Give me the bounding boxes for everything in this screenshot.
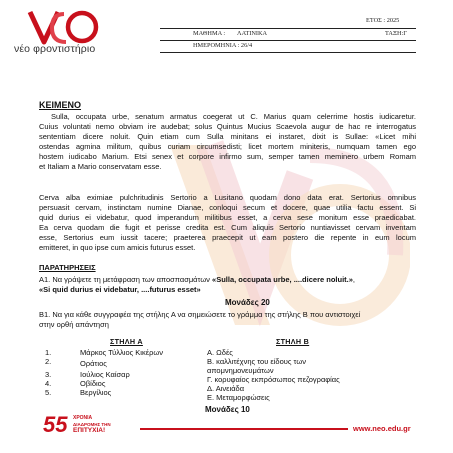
paragraph-2-line: Cerva alba eximiae pulchritudinis Sertorio a Lusitano quodam dono data erat. Sertorius omnibus (39, 193, 416, 202)
paragraph-2-line: esse, Sertorius eum iussit tacere; praeterea praecepit ut eam postero die repente in eum locum (39, 233, 416, 242)
text-title: ΚΕΙΜΕΝΟ (39, 100, 82, 110)
question-a1-marks: Μονάδες 20 (225, 298, 270, 307)
column-a-item: Οράτιος (80, 359, 107, 368)
column-b-item: Α. Ωδές (207, 348, 233, 357)
footer-years-number: 55 (43, 412, 68, 437)
paragraph-2-line: Ea cerva quodam die fugit et perisse credita est. Cum aliquis Sertorio nuntiavisset cervam inventam (39, 223, 416, 232)
column-a-item: Βεργίλιος (80, 388, 112, 397)
question-a1-quote-1: «Sulla, occupata urbe, ....dicere noluit.» (212, 275, 353, 284)
paragraph-1-line: sententiam dicere noluit. Quin etiam cum Sulla minitans ei instaret, dixit is Sullae: «Licet mihi (39, 132, 416, 141)
paragraph-1-line: Sulla, occupata urbe, senatum armatus coegerat ut C. Marius quam celerrime hostis iudicaretur. (51, 112, 416, 121)
logo-text: νέο φροντιστήριο (14, 43, 96, 55)
column-a-number: 1. (45, 348, 52, 357)
column-a-item: Οβίδιος (80, 379, 106, 388)
subject-value: ΛΑΤΙΝΙΚΑ (237, 30, 268, 37)
paragraph-1-line: Cuius voluntati nemo obviam ire audebat; solus Quintus Mucius Scaevola augur de hac re interrogatus (39, 122, 416, 131)
question-b1-line-2: στην ορθή απάντηση (39, 320, 109, 329)
question-a1-prefix: Α1. Να γράψετε τη μετάφραση των αποσπασμάτων (39, 275, 213, 284)
date-label: ΗΜΕΡΟΜΗΝΙΑ : 26/4 (193, 42, 253, 49)
column-b-item: Δ. Αινειάδα (207, 384, 245, 393)
footer-anniversary-badge (43, 414, 138, 438)
column-b-item: απομνημονευμάτων (207, 366, 274, 375)
paragraph-1-line: ostendas agmina militum, quibus curiam circumsedisti; licet mortem miniteris, numquam tamen ego (39, 142, 416, 151)
column-a-number: 2. (45, 357, 52, 366)
question-a1 (39, 275, 355, 285)
header-rule-middle (160, 40, 416, 41)
column-a-heading: ΣΤΗΛΗ Α (110, 337, 143, 346)
paragraph-2-line: persuasit cervam, instinctam numine Dianae, conloqui secum et docere, quae utilia factu essent. Si (39, 203, 416, 212)
column-a-item: Μάρκος Τύλλιος Κικέρων (80, 348, 163, 357)
question-b1-marks: Μονάδες 10 (205, 405, 250, 414)
question-a1-line-2 (39, 285, 201, 295)
subject-label: ΜΑΘΗΜΑ : (193, 30, 226, 37)
footer-years-caption-2: ΔΙΑΔΡΟΜΗΣ ΤΗΝ (73, 422, 111, 427)
paragraph-1-line: hostem iudicabo Marium. Etsi senex et corpore infirmo sum, semper tamen meminero urbem Romam (39, 152, 416, 161)
footer-rule (140, 428, 348, 430)
column-a-number: 3. (45, 370, 52, 379)
question-b1-line-1: Β1. Να για κάθε συγγραφέα της στήλης Α να σημειώσετε το γράμμα της στήλης Β που αντιστοιχεί (39, 310, 361, 319)
year-label: ΕΤΟΣ : 2025 (366, 17, 400, 24)
footer-years-caption-3: ΕΠΙΤΥΧΙΑ! (73, 427, 106, 434)
section-title: ΠΑΡΑΤΗΡΗΣΕΙΣ (39, 263, 96, 272)
paragraph-1-line: et Italiam a Mario conservatam esse. (39, 162, 162, 171)
class-label: ΤΑΞΗ:Γ (385, 30, 407, 37)
footer-years-caption-1: ΧΡΟΝΙΑ (73, 415, 93, 421)
footer-website-link[interactable]: www.neo.edu.gr (353, 424, 411, 433)
header-rule-top (160, 28, 416, 29)
column-a-number: 4. (45, 379, 52, 388)
latin-paragraph-2 (39, 193, 416, 253)
column-a-number: 5. (45, 388, 52, 397)
column-b-heading: ΣΤΗΛΗ Β (276, 337, 310, 346)
question-a1-separator: , (352, 275, 355, 284)
latin-paragraph-1 (39, 112, 416, 172)
paragraph-2-line: quid durius ei videbatur, quod imperandum militibus esset, a cerva sese monitum esse praedicabat. (39, 213, 416, 222)
column-b-item: Ε. Μεταμορφώσεις (207, 393, 270, 402)
column-a-item: Ιούλιος Καίσαρ (80, 370, 130, 379)
header-rule-bottom (160, 52, 416, 53)
column-b-item: Β. καλλιτέχνης του είδους των (207, 357, 307, 366)
paragraph-2-line: emitteret, in quo ipse cum amicis futurus esset. (39, 243, 196, 252)
column-b-item: Γ. κορυφαίος εκπρόσωπος πεζογραφίας (207, 375, 340, 384)
question-a1-quote-2: «Si quid durius ei videbatur, ....futurus esset» (39, 285, 201, 294)
